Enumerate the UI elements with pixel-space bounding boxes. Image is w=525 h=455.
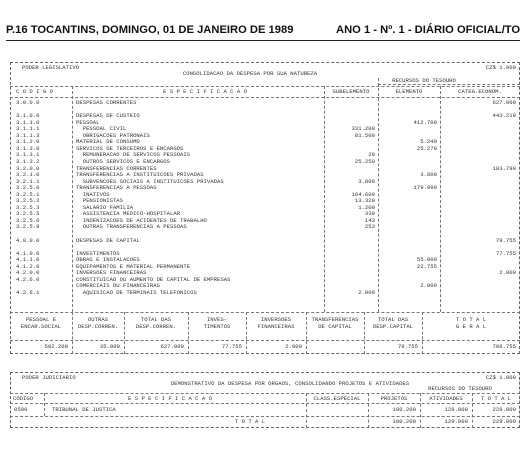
row-subelemento: 330 — [364, 210, 375, 218]
row-code: 3.1.2.0 — [16, 138, 40, 146]
summary-header: DESP.CORREN. — [77, 322, 119, 330]
summary-header: TRANSFERENCIAS — [311, 316, 359, 323]
row-categ-econom: 2.000 — [499, 269, 516, 277]
summary-header: INVES- — [206, 316, 228, 323]
summary-value: 77.755 — [221, 343, 242, 350]
row-desc: ASSISTENCIA MEDICO-HOSPITALAR — [76, 210, 181, 218]
summary-value: 592.200 — [44, 343, 68, 350]
row-code: 3.2.5.9 — [16, 223, 40, 231]
summary-header: T O T A L — [455, 316, 487, 323]
t2-row-ativ: 129.000 — [444, 406, 468, 413]
row-code: 4.2.6.1 — [16, 288, 40, 296]
summary-header: TOTAL DAS — [377, 316, 409, 323]
row-subelemento: 3.800 — [358, 177, 375, 185]
row-subelemento: 143 — [364, 216, 375, 224]
row-categ-econom: 443.210 — [492, 112, 516, 120]
row-categ-econom: 183.790 — [492, 164, 516, 172]
row-code: 3.1.3.1 — [16, 151, 40, 159]
t2-col-projetos: PROJETOS — [380, 395, 408, 402]
row-desc: CONSTITUICAO OU AUMENTO DE CAPITAL DE EMPRESAS — [76, 275, 231, 283]
row-code: 4.2.0.0 — [16, 269, 40, 277]
t2-row-proj: 100.200 — [392, 406, 416, 413]
row-categ-econom: 79.755 — [495, 236, 516, 244]
page-number-and-date: P.16 TOCANTINS, DOMINGO, 01 DE JANEIRO DE 1989 — [6, 24, 294, 36]
row-categ-econom: 77.755 — [495, 249, 516, 257]
row-subelemento: 164.600 — [351, 190, 375, 198]
row-subelemento: 331.200 — [351, 125, 375, 133]
row-subelemento: 25.250 — [354, 157, 375, 165]
row-code: 3.2.0.0 — [16, 164, 40, 172]
row-desc: TRANSFERENCIAS A PESSOAS — [76, 184, 157, 192]
row-desc: MATERIAL DE CONSUMO — [76, 138, 140, 146]
summary-header: PESSOAL E — [25, 316, 57, 323]
summary-value: 35.000 — [99, 343, 120, 350]
row-desc: AQUISICAO DE TERMINAIS TELEFONICOS — [76, 288, 197, 296]
row-categ-econom: 627.000 — [492, 99, 516, 106]
row-desc: DESPESAS DE CAPITAL — [76, 236, 140, 244]
table1-recursos: RECURSOS DO TESOURO — [392, 77, 456, 84]
row-code: 4.0.0.0 — [16, 236, 40, 244]
summary-header: DE CAPITAL — [318, 322, 352, 330]
row-elemento: 22.755 — [416, 262, 437, 270]
summary-header: INVERSOES — [260, 316, 292, 323]
table2-unit: CZ$ 1.000 — [485, 374, 516, 381]
t2-row-code: 0500 — [14, 406, 28, 413]
row-subelemento: 13.320 — [354, 197, 375, 205]
row-desc: COMERCIAIS OU FINANCEIRAS — [76, 282, 160, 290]
row-desc: INVESTIMENTOS — [76, 249, 120, 257]
col-header-codigo: C O D I G O — [16, 88, 53, 95]
row-code: 3.2.1.1 — [16, 177, 40, 185]
row-code: 4.1.1.0 — [16, 256, 40, 264]
col-header-elemento: ELEMENTO — [395, 88, 423, 95]
row-subelemento: 20 — [368, 151, 375, 159]
row-desc: SALARIO FAMILIA — [76, 203, 134, 211]
row-subelemento: 81.500 — [354, 131, 375, 139]
t2-col-atividades: ATIVIDADES — [429, 395, 463, 402]
table2-recursos: RECURSOS DO TESOURO — [428, 385, 492, 392]
page-header — [4, 24, 522, 40]
t2-col-especificacao: E S P E C I F I C A C A O — [128, 395, 212, 402]
row-desc: TRANSFERENCIAS A INSTITUICOES PRIVADAS — [76, 171, 204, 179]
table2-org: PODER JUDICIARIO — [22, 374, 76, 381]
row-elemento: 412.700 — [413, 118, 437, 126]
row-code: 3.2.1.0 — [16, 171, 40, 179]
row-code: 3.2.5.2 — [16, 197, 40, 205]
table1-title: CONSOLIDACAO DA DESPESA POR SUA NATUREZA — [182, 70, 318, 77]
row-code: 3.2.5.5 — [16, 210, 40, 218]
table1-org: PODER LEGISLATIVO — [22, 64, 80, 71]
row-desc: SERVICOS DE TERCEIROS E ENCARGOS — [76, 144, 184, 152]
table2-title: DEMONSTRATIVO DA DESPESA POR ORGAOS, CONSOLIDANDO PROJETOS E ATIVIDADES — [170, 380, 410, 387]
edition-info: ANO 1 - Nº. 1 - DIÁRIO OFICIAL/TO — [336, 24, 521, 36]
row-elemento: 3.800 — [420, 171, 437, 179]
row-desc: INVERSOES FINANCEIRAS — [76, 269, 147, 277]
row-elemento: 55.000 — [416, 256, 437, 264]
row-code: 3.2.5.0 — [16, 184, 40, 192]
t2-col-class-especial: CLASS.ESPECIAL — [313, 395, 361, 402]
row-desc: INATIVOS — [76, 190, 110, 198]
summary-header: DESP.CAPITAL — [372, 322, 414, 330]
summary-header: ENCAR.SOCIAL — [20, 322, 62, 330]
row-subelemento: 2.000 — [358, 288, 375, 296]
summary-header: FINANCEIRAS — [257, 322, 295, 330]
row-code: 3.0.0.0 — [16, 99, 40, 106]
summary-value: 2.000 — [285, 343, 302, 350]
row-code: 3.2.5.6 — [16, 216, 40, 224]
summary-header: G E R A L — [455, 322, 487, 330]
row-desc: PESSOAL CIVIL — [76, 125, 127, 133]
table1-unit: CZ$ 1.000 — [485, 64, 516, 71]
row-desc: EQUIPAMENTOS E MATERIAL PERMANENTE — [76, 262, 191, 270]
row-desc: OBRAS E INSTALACOES — [76, 256, 140, 264]
col-header-especificacao: E S P E C I F I C A C A O — [163, 88, 247, 95]
row-subelemento: 253 — [364, 223, 375, 231]
summary-value: 627.000 — [160, 343, 184, 350]
row-code: 3.1.3.2 — [16, 157, 40, 165]
row-code: 3.1.3.0 — [16, 144, 40, 152]
row-elemento: 5.240 — [420, 138, 437, 146]
summary-value: 79.755 — [397, 343, 418, 350]
row-code: 3.1.1.3 — [16, 131, 40, 139]
row-desc: DESPESAS CORRENTES — [76, 99, 137, 106]
row-desc: DESPESAS DE CUSTEIO — [76, 112, 140, 120]
t2-col-codigo: CODIGO — [13, 395, 34, 402]
t2-col-total: T O T A L — [480, 395, 512, 402]
t2-total-label: T O T A L — [234, 418, 266, 425]
row-elemento: 2.000 — [420, 282, 437, 290]
row-elemento: 25.270 — [416, 144, 437, 152]
row-elemento: 179.990 — [413, 184, 437, 192]
header-rule — [6, 40, 520, 41]
t2-total-ativ: 129.000 — [444, 418, 468, 425]
row-code: 4.1.2.0 — [16, 262, 40, 270]
summary-header: OUTRAS — [87, 316, 109, 323]
row-desc: INDENIZACOES DE ACIDENTES DE TRABALHO — [76, 216, 207, 224]
row-desc: REMUNERACAO DE SERVICOS PESSOAIS — [76, 151, 191, 159]
row-desc: PENSIONISTAS — [76, 197, 123, 205]
t2-total-proj: 100.200 — [392, 418, 416, 425]
summary-header: DESP.CORREN. — [135, 322, 177, 330]
row-code: 3.1.1.0 — [16, 118, 40, 126]
summary-value: 706.755 — [492, 343, 516, 350]
row-subelemento: 1.200 — [358, 203, 375, 211]
row-desc: OUTRAS TRANSFERENCIAS A PESSOAS — [76, 223, 187, 231]
summary-header: TOTAL DAS — [140, 316, 172, 323]
row-code: 4.1.0.0 — [16, 249, 40, 257]
row-desc: TRANSFERENCIAS CORRENTES — [76, 164, 157, 172]
t2-row-desc: TRIBUNAL DE JUSTICA — [52, 406, 116, 413]
t2-row-total: 229.000 — [492, 406, 516, 413]
row-code: 4.2.6.0 — [16, 275, 40, 283]
row-code: 3.2.5.3 — [16, 203, 40, 211]
row-code: 3.1.0.0 — [16, 112, 40, 120]
col-header-categ-econom: CATEG.ECONOM. — [458, 88, 502, 95]
row-desc: OUTROS SERVICOS E ENCARGOS — [76, 157, 170, 165]
row-desc: PESSOAL — [76, 118, 100, 126]
row-desc: SUBVENCOES SOCIAIS A INSTITUICOES PRIVADAS — [76, 177, 224, 185]
row-code: 3.1.1.1 — [16, 125, 40, 133]
row-desc: OBRIGACOES PATRONAIS — [76, 131, 150, 139]
summary-header: TIMENTOS — [203, 322, 231, 330]
t2-total-total: 229.000 — [492, 418, 516, 425]
col-header-subelemento: SUBELEMENTO — [332, 88, 370, 95]
row-code: 3.2.5.1 — [16, 190, 40, 198]
